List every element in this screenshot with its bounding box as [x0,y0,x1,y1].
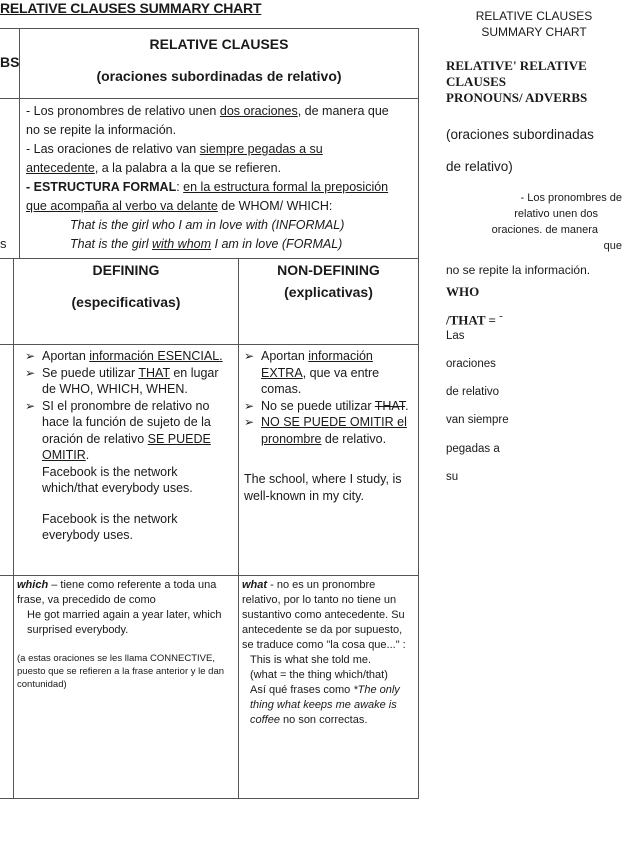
defining-example-1: Facebook is the network which/that everybody uses. [42,464,193,495]
right-para-3: - Los pronombres de relativo unen dos oraciones. de manera que [491,192,622,252]
nondefining-title: NON-DEFINING [277,262,380,278]
right-para-2: de relativo) [446,159,513,174]
nondefining-subtitle: (explicativas) [284,284,373,300]
intro-example-formal: That is the girl with whom I am in love (FORMAL) [70,237,343,251]
defining-title: DEFINING [92,262,160,278]
what-example-1: This is what she told me. [250,654,372,666]
what-cell: what - no es un pronombre relativo, por lo tanto no tiene un sustantivo como antecedente. Su antecedente se da por supuesto, se traduce como "la cosa que..." : This is what she told me. (what = the thing which/that) Así qué frases como *The only thing what keeps me awake is coffee no son correctas. [242,578,414,728]
nondefining-example: The school, where I study, is well-known in my city. [244,472,402,503]
what-example-3: Así qué frases como *The only thing what keeps me awake is coffee no son correctas. [250,684,400,726]
right-title: RELATIVE CLAUSES SUMMARY CHART [475,9,593,39]
right-line-4: van siempre [446,414,509,426]
defining-bullet: ➢ Se puede utilizar THAT en lugar de WHO, WHICH, WHEN. [25,365,233,398]
which-cell: which – tiene como referente a toda una frase, va precedido de como He got married again a year later, which surprised everybody. (a estas oraciones se les llama CONNECTIVE, puesto que se refieren a la frase anterior y le dan contunidad) [17,578,235,691]
what-example-2: (what = the thing which/that) [250,669,388,681]
intro-example-informal: That is the girl who I am in love with (INFORMAL) [70,218,345,232]
document-title: RELATIVE CLAUSES SUMMARY CHART [0,0,262,16]
nondefining-bullet: ➢ NO SE PUEDE OMITIR el pronombre de relativo. [244,414,416,447]
right-line-5: pegadas a [446,443,500,455]
defining-subtitle: (especificativas) [71,294,181,310]
right-that: /THAT = - [446,310,503,328]
intro-cell: - Los pronombres de relativo unen dos oraciones, de manera que no se repite la información. - Las oraciones de relativo van siempre pegadas a su antecedente, a la palabra a la que se refieren. - ESTRUCTURA FORMAL: en la estructura formal la preposición que acompaña al verbo va delante de WHOM/ WHICH: That is the girl who I am in love with (INFORMAL) That is the girl with whom I am in love (FORMAL) [26,102,418,254]
which-example: He got married again a year later, which surprised everybody. [27,609,222,636]
nondefining-bullet: ➢ No se puede utilizar THAT. [244,398,416,415]
right-para-4: no se repite la información. [446,263,591,277]
left-cut-text-2: s [0,236,7,251]
right-line-2: oraciones [446,358,496,370]
left-cut-text: BS [0,54,20,70]
right-line-1: Las [446,330,465,342]
right-para-1: (oraciones subordinadas [446,127,594,142]
right-line-6: su [446,471,459,483]
table-header-title: RELATIVE CLAUSES [149,36,289,52]
which-note: (a estas oraciones se les llama CONNECTIVE, puesto que se refieren a la frase anterior y le dan contunidad) [17,653,225,690]
right-heading: RELATIVE' RELATIVE CLAUSES PRONOUNS/ ADVERBS [446,58,588,105]
right-who: WHO [446,284,480,299]
right-line-3: de relativo [446,386,500,398]
table-header-subtitle: (oraciones subordinadas de relativo) [96,68,342,84]
nondefining-body [244,348,416,504]
defining-body [25,348,233,544]
defining-bullet: ➢ Aportan información ESENCIAL. [25,348,233,365]
nondefining-bullet: ➢ Aportan información EXTRA, que va entre comas. [244,348,416,398]
defining-example-2: Facebook is the network everybody uses. [42,511,178,542]
defining-bullet: ➢ SI el pronombre de relativo no hace la función de sujeto de la oración de relativo SE PUEDE OMITIR. [25,398,233,464]
